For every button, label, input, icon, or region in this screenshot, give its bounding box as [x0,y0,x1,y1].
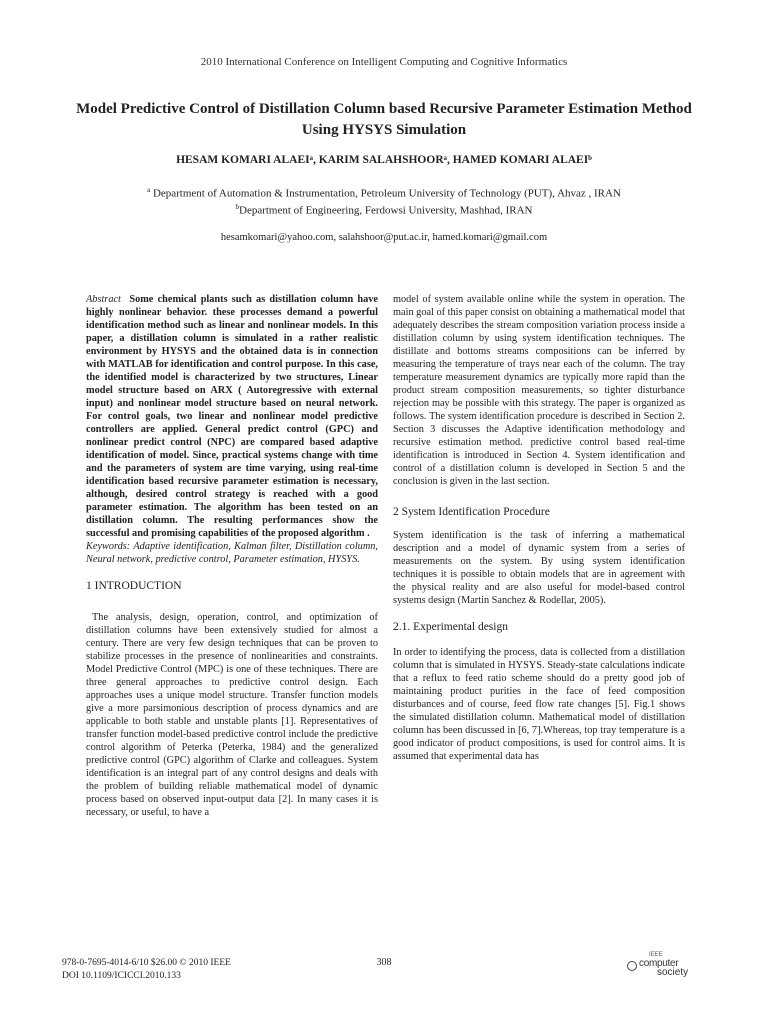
affiliation-a [0,186,768,200]
affiliation-a-mark: a [147,186,151,194]
section-heading-introduction: 1 INTRODUCTION [86,580,182,592]
logo-society-text: society [657,967,689,978]
page-number: 308 [376,957,392,968]
experimental-design-paragraph: In order to identifying the process, data is collected from a distillation column that is simulated in HYSYS. Steady-state calculations indicate that a reflux to feed ratio scheme should do a pretty good job of maintaining product purities in the face of feed composition disturbances and of course, feed flow rate changes [5]. Fig.1 shows the simulated distillation column. Mathematical model of distillation column has been discussed in [6, 7].Whereas, top tray temperature is a good indicator of product compositions, is used for control aims. It is assumed that experimental data has [393,647,685,762]
affiliation-b-text: Department of Engineering, Ferdowsi University, Mashhad, IRAN [239,204,533,217]
keywords [86,540,378,566]
system-identification-paragraph: System identification is the task of inferring a mathematical description and a model of dynamic system from a series of measurements on the system. By using system identification techniques it is possible to obtain models that are in agreement with the physical reality and are also useful for model-based control systems design (Martin Sanchez & Rodellar, 2005). [393,530,685,606]
ieee-swirl-icon [627,961,637,971]
footer-doi: DOI 10.1109/ICICCI.2010.133 [62,971,181,981]
conference-header: 2010 International Conference on Intelligent Computing and Cognitive Informatics [200,56,568,68]
introduction-continued-paragraph: model of system available online while the system in operation. The main goal of this paper consist on obtaining a mathematical model that adequately describes the stream composition variation process inside a distillation column by using system identification techniques. The distillate and bottoms streams compositions can be inferred by measuring the temperature of trays near each of the column. The tray temperature measurement dynamics are typically more rapid than the product stream composition measurements, so tighter disturbance rejection may be possible with this strategy. The paper is organized as follows. The system identification procedure is described in Section 2. Section 3 discusses the Adaptive identification methodology and recursive estimation method. predictive control based real-time identification is introduced in Section 4. System identification and control of a distillation column is developed in Section 5 and the conclusion is given in the last section. [393,294,685,487]
logo-computer-text: computer [639,958,679,969]
logo-ieee-text: IEEE [649,952,663,958]
ieee-computer-society-logo [627,952,697,978]
affiliation-b [0,203,768,217]
abstract [86,293,378,540]
right-column [393,293,685,763]
left-column [86,293,378,819]
paper-title: Model Predictive Control of Distillation Column based Recursive Parameter Estimation Method Using HYSYS Simulation [76,101,692,138]
section-heading-system-identification: 2 System Identification Procedure [393,506,550,518]
affiliation-b-mark: b [235,203,239,211]
author-emails: hesamkomari@yahoo.com, salahshoor@put.ac.ir, hamed.komari@gmail.com [220,232,548,243]
author-list: HESAM KOMARI ALAEIᵃ, KARIM SALAHSHOORᵃ, HAMED KOMARI ALAEIᵇ [176,154,592,166]
keywords-text: Adaptive identification, Kalman filter, Distillation column, Neural network, predictive control, Parameter estimation, HYSYS. [86,541,378,565]
keywords-label: Keywords: [86,541,131,552]
affiliation-a-text: Department of Automation & Instrumentation, Petroleum University of Technology (PUT), Ahvaz , IRAN [150,187,621,200]
introduction-paragraph: The analysis, design, operation, control, and optimization of distillation columns have been extensively studied for almost a century. There are very few design techniques that can be proven to stabilize processes in the presence of nonlinearities and constraints. Model Predictive Control (MPC) is one of these techniques. There are three general approaches to predictive control design. Each approaches uses a unique model structure. Transfer function models give a more parsimonious description of process dynamics and are applicable to both stable and unstable plants [1]. Representatives of transfer function model-based predictive control include the predictive control algorithm of Peterka (Peterka, 1984) and the generalized predictive control (GPC) algorithm of Clarke and colleagues. System identification is an integral part of any control designs and deals with the problem of building reliable mathematical model of dynamic process based on observed input-output data [2]. In many cases it is necessary, or useful, to have a [86,612,378,818]
abstract-label: Abstract [86,294,121,305]
subsection-heading-experimental-design: 2.1. Experimental design [393,621,508,633]
abstract-text: Some chemical plants such as distillation column have highly nonlinear behavior. these processes demand a powerful identification method such as linear and nonlinear models. In this paper, a distillation column is simulated in a rather realistic environment by HYSYS and the obtained data is in connection with MATLAB for identification and control purpose. In this case, the identified model is characterized by two structures, Linear model structure based on ARX ( Autoregressive with external input) and nonlinear model structure based on neural network. For control goals, two linear and nonlinear model predictive controllers are applied. General predict control (GPC) and nonlinear predict control (NPC) are compared based adaptive identification of model. Since, practical systems change with time and the parameters of system are time varying, using real-time identification based recursive parameter estimation is necessary, although, desired control strategy is reached with a good parameter estimation. The algorithm has been tested on an distillation column. The resulting performances show the successful and promising capabilities of the proposed algorithm . [86,294,378,539]
footer-isbn: 978-0-7695-4014-6/10 $26.00 © 2010 IEEE [62,958,231,968]
